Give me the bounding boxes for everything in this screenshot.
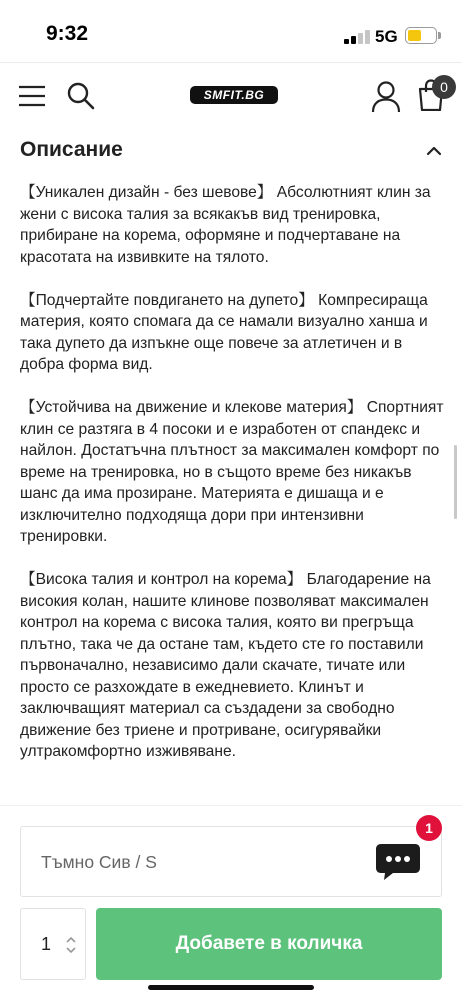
description-paragraph: 【Подчертайте повдигането на дупето】 Компресираща материя, която спомага да се намали визуално ханша и така дупето да изпъкне още повече за атлетичен и в добра форма вид. bbox=[20, 291, 428, 373]
battery-icon bbox=[405, 27, 437, 44]
hamburger-menu-icon[interactable] bbox=[18, 85, 46, 107]
description-paragraph: 【Висока талия и контрол на корема】 Благодарение на високия колан, нашите клинове позволяват максимален контрол на корема с висока талия, която ви прегръща плътно, така че да остане там, където сте го поставили първоначално, независимо дали скачате, тичате или просто се разхождате в ежедневието. Клинът и заключващият материал са създадени за свободно движение без триене и протриване, осигурявайки ултракомфортно изживяване. bbox=[20, 571, 431, 760]
stepper-arrows-icon[interactable] bbox=[65, 935, 77, 955]
description-body bbox=[20, 182, 450, 784]
chat-unread-badge: 1 bbox=[416, 815, 442, 841]
description-paragraph: 【Устойчива на движение и клекове материя】 Спортният клин се разтяга в 4 посоки и е изработен от спандекс и найлон. Достатъчна плътност за максимален комфорт по време на тренировка, но в същото време без никакъв шанс да има прозиране. Материята е дишаща и е изключително подходяща дори при интензивни тренировки. bbox=[20, 399, 444, 545]
chevron-up-icon[interactable] bbox=[424, 141, 444, 161]
variant-value: Тъмно Сив / S bbox=[41, 852, 157, 872]
add-to-cart-button[interactable]: Добавете в количка bbox=[96, 908, 442, 980]
status-time: 9:32 bbox=[46, 22, 89, 45]
battery-cap bbox=[438, 32, 441, 39]
battery-level bbox=[408, 30, 421, 41]
cart-count-badge: 0 bbox=[432, 75, 456, 99]
search-icon[interactable] bbox=[66, 81, 96, 111]
scrollbar[interactable] bbox=[454, 445, 457, 519]
description-paragraph: 【Уникален дизайн - без шевове】 Абсолютният клин за жени с висока талия за всякакъв вид тренировка, прибиране на корема, оформяне и подчертаване на красотата на извивките на тялото. bbox=[20, 184, 431, 266]
description-title: Описание bbox=[20, 138, 123, 161]
site-logo[interactable]: SMFIT.BG bbox=[190, 86, 278, 104]
home-indicator bbox=[148, 985, 314, 990]
chat-bubble-icon[interactable] bbox=[375, 842, 421, 882]
quantity-value: 1 bbox=[41, 934, 52, 954]
user-icon[interactable] bbox=[371, 81, 401, 113]
network-label: 5G bbox=[375, 27, 398, 46]
site-header bbox=[0, 62, 462, 130]
status-bar bbox=[0, 0, 462, 62]
signal-icon bbox=[344, 30, 370, 44]
quantity-stepper[interactable] bbox=[20, 908, 86, 980]
